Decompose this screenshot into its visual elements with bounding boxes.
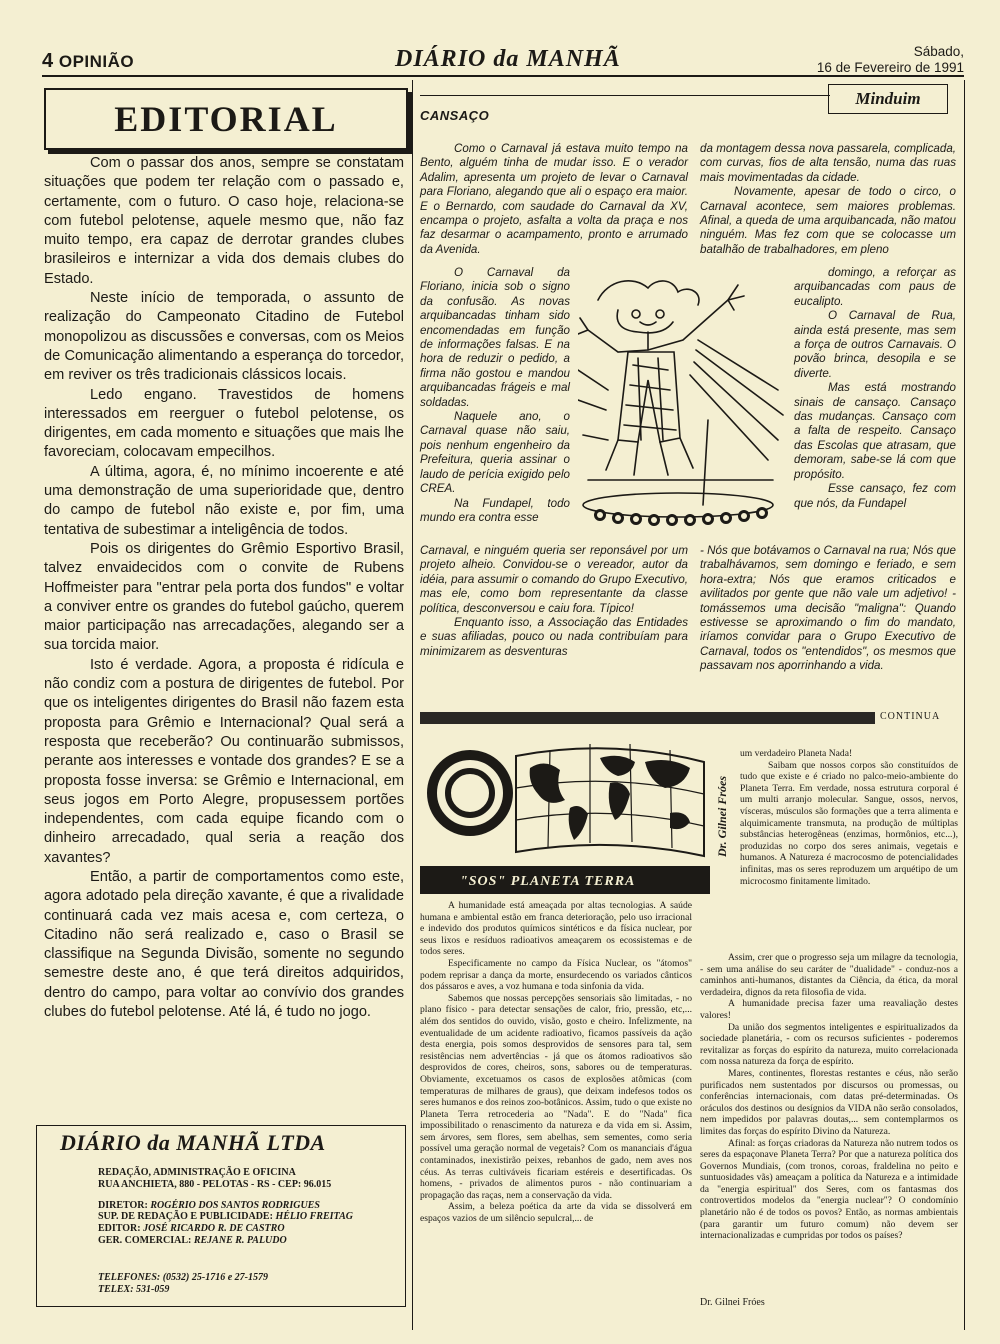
minduim-right-mid: domingo, a reforçar as arquibancadas com paus de eucalipto. O Carnaval de Rua, ainda está presente, mas sem a força de outros Carnavais. O povão brinca, desopila e se diverte. Mas está mostrando sinais de cansaço. Cansaço das mudanças. Cansaço com a falta de respeito. Cansaço das Escolas que atrasam, que demoram, sabe-se lá com que propósito. Esse cansaço, fez com que nós, da Fundapel (794, 266, 956, 510)
editorial-body (44, 154, 404, 1022)
colophon-address: RUA ANCHIETA, 880 - PELOTAS - RS - CEP: 96.015 (98, 1178, 332, 1190)
editorial-paragraph: Ledo engano. Travestidos de homens interessados em reerguer o futebol pelotense, os dirigentes, em cada momento e situações que mais lhe favoreciam, colocavam empecilhos. (44, 386, 404, 461)
editorial-paragraph: Então, a partir de comportamentos como este, agora adotado pela direção xavante, é que a rivalidade continuará cada vez mais acesa e, com certeza, o Citadino não será realizado e, caso o Brasil se classifique na Segunda Divisão, somente no segundo semestre deste ano, é que terá direitos adquiridos, dentro do campo, para voltar ao convívio dos grandes clubes do futebol pelotense. Até lá, é tudo no jogo. (44, 868, 404, 1021)
header-rule (42, 75, 964, 77)
colophon-editor: EDITOR: JOSÉ RICARDO R. DE CASTRO (98, 1223, 285, 1235)
colophon-phones: TELEFONES: (0532) 25-1716 e 27-1579 (98, 1272, 268, 1283)
minduim-left-mid: O Carnaval da Floriano, inicia sob o signo da confusão. As novas arquibancadas tinham sido encomendadas em função de informações falsas. E na hora de reduzir o pedido, a firma não gostou e mandou arquibancadas frágeis e mal soldadas. Naquele ano, o Carnaval quase não saiu, pois nenhum engenheiro da Prefeitura, queria assinar o laudo de perícia exigido pelo CREA. Na Fundapel, todo mundo era contra esse (420, 266, 570, 524)
page-number: 4 (42, 50, 54, 72)
colophon-title: DIÁRIO da MANHÃ LTDA (60, 1130, 326, 1155)
continua-label: CONTINUA (880, 711, 941, 722)
minduim-left-bottom: Carnaval, e ninguém queria ser reponsável por um projeto alheio. Convidou-se o vereador, autor da idéia, para assumir o comando do Grupo Executivo, mas ele, como bom representante da classe política, desconversou e caiu fora. Típico! Enquanto isso, a Associação das Entidades e suas afiliadas, pouco ou nada contribuíam para minimizarem as desventuras (420, 544, 688, 658)
minduim-rule (420, 95, 830, 96)
date-weekday: Sábado, (913, 44, 964, 59)
editorial-paragraph: Pois os dirigentes do Grêmio Esportivo Brasil, talvez envaidecidos com o convite de Rubens Hoffmeister para "entrar pela porta dos fundos" e voltar a conviver entre os grandes do futebol gaúcho, querem maior participação nas arrecadações, alegando ser a sua torcida maior. (44, 540, 404, 654)
section-name: OPINIÃO (58, 52, 135, 71)
sos-left-column: A humanidade está ameaçada por altas tecnologias. A saúde humana e ambiental estão em franca deterioração, pelo uso irracional e indevido dos produtos químicos sintéticos e da física nuclear, por seus lixos e resíduos radioativos ameaçarem os ecossistemas e de todos seres. Especificamente no campo da Física Nuclear, os "átomos" podem reprisar a dança da morte, ensurdecendo os variados cânticos dos pássaros e aves, a voz humana e toda sinfonia da vida. Sabemos que nossas percepções sensoriais são limitadas, - no plano físico - para detectar sensações de calor, frio, pressão, etc,... além dos sentidos do ouvido, visão, gosto e cheiro. Infelizmente, na eventualidade de um acidente radioativo, ficamos passíveis da ação desta energia, pois somos desprovidos de sensores para tal, sem resistências nem advertências - já que os átomos radioativos são desprovidos de cores, cheiros, sons, sabores ou de temperaturas. Obviamente, excetuamos os casos de explosões atômicas (com temperaturas de milhares de graus), que deixam indefesos todos os seres humanos e dos reinos zoo-botânicos. Assim, tudo o que existe no Planeta Terra retrocederia ao "Nada". E do "Nada" fica impossibilitado o renascimento da natureza e da vida em si. Assim, sem árvores, sem flores, sem abelhas, sem sementes, como seria possível uma geração normal de vegetais? Com os mananciais d'água contaminados, inexistirão peixes, rebanhos de gado, nem aves nos céus. As terras cultiváveis ficariam estéreis e desertificadas. Os homens, - privados de alimentos puros - não continuariam a propagação das raças, nem a conservação da vida. Assim, a beleza poética da arte da vida se dissolverá em espaços vazios de um silêncio sepulcral,... de (420, 900, 692, 1225)
minduim-label-box (828, 84, 948, 114)
editorial-paragraph: A última, agora, é, no mínimo incoerente e até uma demonstração de uma superioridade que, dentro do campo de futebol não existe e, por fim, uma tentativa de subestimar a inteligência de todos. (44, 463, 404, 538)
column-divider-left (412, 80, 413, 1330)
colophon-line: REDAÇÃO, ADMINISTRAÇÃO E OFICINA (98, 1167, 296, 1178)
editorial-heading-box (44, 88, 408, 150)
colophon-contacts (98, 1272, 268, 1296)
section-label (42, 50, 134, 73)
sos-right-column-lower: Assim, crer que o progresso seja um milagre da tecnologia, - sem uma análise do seu caráter de "dualidade" - conduz-nos a caminhos anti-humanos, distantes da Ciência, da ética, da moral verdadeira, dignos da reta filosofia de vida. A humanidade precisa fazer uma reavaliação destes valores! Da união dos segmentos inteligentes e espiritualizados da sociedade planetária, - com os recursos suficientes - poderemos revitalizar as forças do espírito da natureza, muito correlacionada com nossa natureza da força de espírito. Mares, continentes, florestas restantes e céus, não serão purificados nem sustentados por discursos ou promessas, ou conferências internacionais, com datas pré-determinadas. Os oráculos dos destinos ou desígnios da VIDA não serão consolados, nem impedidos por palavras doutas,... sem contemplarmos os limites das forças do espírito Divino da Natureza. Afinal: as forças criadoras da Natureza não nutrem todos os seres da espaçonave Planeta Terra? Por que a natureza política dos Governos Mundiais, (com tronos, coroas, fraldelina no peito e suntuosidades vãs) ameaçam a política da Natureza e a intimidade da "energia espiritual" dos Seres, com os fantasmas dos controvertidos modelos da "energia nuclear"? O condomínio planetário não é de todos os povos? Então, as normas ambientais (para garantir um futuro comum) não devem ser internacionalizadas e cumpridas por todos os países? (700, 952, 958, 1242)
minduim-label: Minduim (855, 89, 921, 108)
editorial-paragraph: Isto é verdade. Agora, a proposta é ridícula e não condiz com a postura de dirigentes de futebol. Por que os inteligentes dirigentes do Brasil não fazem esta proposta para Grêmio e Internacional? Qual será a resposta que receberão? Ou continuarão submissos, perante aos interesses e vontade dos grandes? E se a proposta fosse inversa: se Grêmio e Internacional, em seus jogos em Porto Alegre, propusessem portões independentes, com cada equipe ficando com o dinheiro arrecadado, qual seria a reação dos xavantes? (44, 656, 404, 866)
issue-date (817, 44, 964, 76)
colophon-supervisor: SUP. DE REDAÇÃO E PUBLICIDADE: HÉLIO FREITAG (98, 1211, 353, 1223)
minduim-left-top: Como o Carnaval já estava muito tempo na Bento, alguém tinha de mudar isso. E o verador Adalim, apresenta um projeto de levar o Carnaval para Floriano, alegando que ali o espaço era maior. E o Bernardo, com saudade do Carnaval da XV, encampa o projeto, asfalta a volta da praça e nos faz desarmar o acampamento, pronto e arrumado da Avenida. (420, 142, 688, 256)
editorial-paragraph: Com o passar dos anos, sempre se constatam situações que podem ter relação com o passado e, certamente, com o futuro. O caso hoje, relaciona-se com futebol pelotense, aquele mesmo que, não faz muito tempo, era capaz de derrotar grandes clubes brasileiros e internizar a vida dos demais clubes do Estado. (44, 155, 404, 287)
article-signature: Dr. Gilnei Fróes (700, 1297, 765, 1308)
column-divider-right (964, 80, 965, 1330)
editorial-heading: EDITORIAL (114, 99, 338, 139)
sos-header-bar (420, 712, 875, 724)
author-vertical-text: Dr. Gilnei Fróes (715, 775, 729, 857)
author-vertical-byline (712, 752, 732, 857)
article-headline: CANSAÇO (420, 108, 490, 123)
colophon-telex: TELEX: 531-059 (98, 1284, 170, 1295)
colophon-details (98, 1167, 353, 1247)
sos-world-graphic (420, 728, 710, 894)
masthead: DIÁRIO da MANHÃ (395, 46, 621, 72)
colophon-commercial: GER. COMERCIAL: REJANE R. PALUDO (98, 1234, 287, 1246)
minduim-right-top: da montagem dessa nova passarela, complicada, com curvas, fios de alta tensão, numa das ruas mais movimentadas da cidade. Novamente, apesar de todo o circo, o Carnaval acontece, sem maiores problemas. Afinal, a queda de uma arquibancada, não matou ninguém. Mas fez com que se colocasse um batalhão de trabalhadores, em pleno (700, 142, 956, 256)
editorial-paragraph: Neste início de temporada, o assunto de realização do Campeonato Citadino de Futebol monopolizou as discussões e conversas, com os Meios de Comunicação alimentando a esperança do torcedor, em reviver os três tradicionais clássicos locais. (44, 290, 404, 384)
sos-right-column: um verdadeiro Planeta Nada! Saibam que nossos corpos são constituídos de tudo que existe e é criado no palco-meio-ambiente do Planeta Terra. Em verdade, nossa estrutura corporal é um multi arranjo molecular. Sangue, ossos, nervos, vísceras, músculos são formações que a terra alimenta e alquimicamente transmuta, na produção de múltiplas substâncias heterogêneas (enzimas, hormônios, etc...), produzidas no corpo dos seres animais, vegetais e humanos. A Natureza é macrocosmo de potencialidades infinitas, mas os seres reproduzem um arquétipo de um microcosmo finitamente limitado. (740, 748, 958, 887)
carnival-illustration (578, 270, 790, 532)
sos-banner: "SOS" PLANETA TERRA (460, 874, 636, 889)
colophon-director: DIRETOR: ROGÉRIO DOS SANTOS RODRIGUES (98, 1199, 320, 1211)
date-full: 16 de Fevereiro de 1991 (816, 60, 964, 75)
minduim-right-bottom: - Nós que botávamos o Carnaval na rua; Nós que trabalhávamos, sem domingo e feriado, e sem hora-extra; Nós que eramos criticados e avilitados por gente que não vale um adjetivo! - tomássemos uma decisão "maligna": Quando estivesse se aproximando o fim do mandato, iríamos convidar para o Grupo Executivo de Carnaval, todos os "entendidos", os mesmos que passavam nos aporrinhando a vida. (700, 544, 956, 673)
